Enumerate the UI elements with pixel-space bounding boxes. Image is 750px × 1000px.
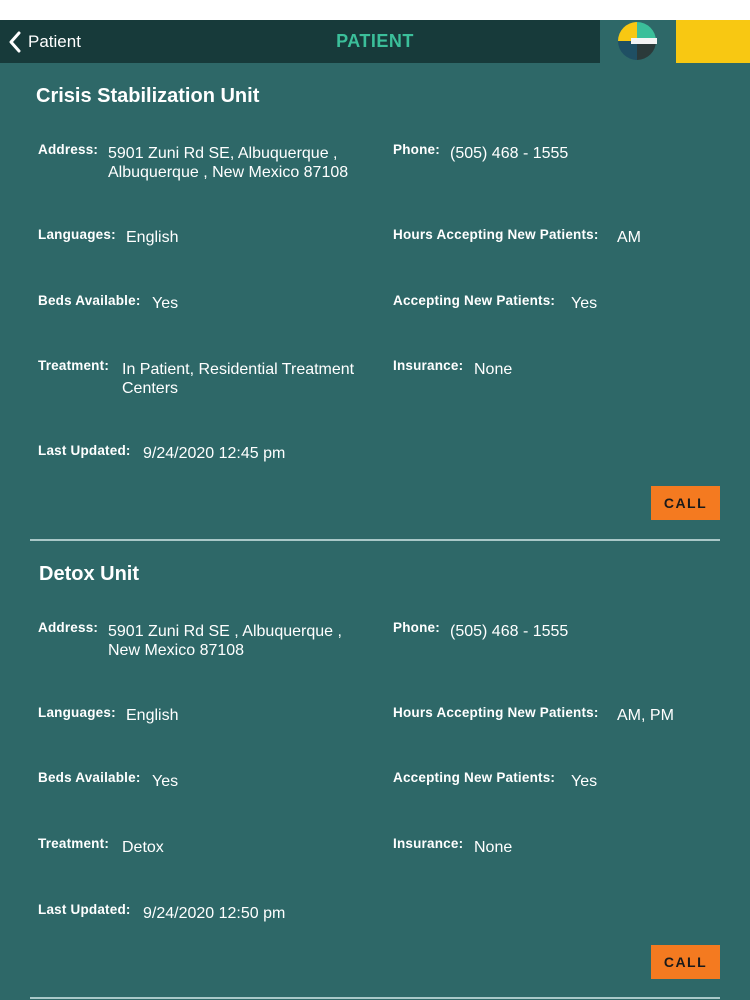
nav-bar [0,20,600,63]
phone-value[interactable]: (505) 468 - 1555 [450,623,569,640]
address-label: Address: [38,620,99,635]
facility-name: Detox Unit [39,563,139,585]
languages-value: English [126,707,179,724]
updated-value: 9/24/2020 12:50 pm [143,905,286,922]
address-line-2: Albuquerque , New Mexico 87108 [108,164,349,181]
insurance-value: None [474,839,513,856]
hours-label: Hours Accepting New Patients: [393,227,599,242]
updated-label: Last Updated: [38,443,131,458]
call-button[interactable]: CALL [651,486,720,520]
hours-value: AM [617,229,641,246]
hours-value: AM, PM [617,707,674,724]
address-line-2: New Mexico 87108 [108,642,245,659]
insurance-label: Insurance: [393,358,464,373]
status-bar [0,0,750,20]
address-label: Address: [38,142,99,157]
treatment-line-1: In Patient, Residential Treatment [122,361,355,378]
languages-label: Languages: [38,227,116,242]
menu-block[interactable] [676,20,750,63]
updated-label: Last Updated: [38,902,131,917]
beds-value: Yes [152,773,179,790]
insurance-value: None [474,361,513,378]
accepting-label: Accepting New Patients: [393,293,556,308]
languages-label: Languages: [38,705,116,720]
call-button[interactable]: CALL [651,945,720,979]
phone-label: Phone: [393,620,440,635]
updated-value: 9/24/2020 12:45 pm [143,445,286,462]
accepting-value: Yes [571,773,598,790]
address-line-1: 5901 Zuni Rd SE, Albuquerque , [108,145,338,162]
back-button[interactable] [8,20,81,63]
beds-label: Beds Available: [38,293,141,308]
beds-value: Yes [152,295,179,312]
treatment-label: Treatment: [38,836,110,851]
phone-value[interactable]: (505) 468 - 1555 [450,145,569,162]
divider [30,997,720,999]
address-line-1: 5901 Zuni Rd SE , Albuquerque , [108,623,342,640]
facility-name: Crisis Stabilization Unit [36,85,260,107]
accepting-value: Yes [571,295,598,312]
page-title: PATIENT [336,31,414,51]
accepting-label: Accepting New Patients: [393,770,556,785]
back-label: Patient [28,31,81,51]
treatment-line-2: Centers [122,380,179,397]
insurance-label: Insurance: [393,836,464,851]
chevron-left-icon [8,31,22,53]
app-logo-icon [614,18,660,64]
treatment-label: Treatment: [38,358,110,373]
phone-label: Phone: [393,142,440,157]
beds-label: Beds Available: [38,770,141,785]
hours-label: Hours Accepting New Patients: [393,705,599,720]
languages-value: English [126,229,179,246]
treatment-line-1: Detox [122,839,164,856]
divider [30,539,720,541]
